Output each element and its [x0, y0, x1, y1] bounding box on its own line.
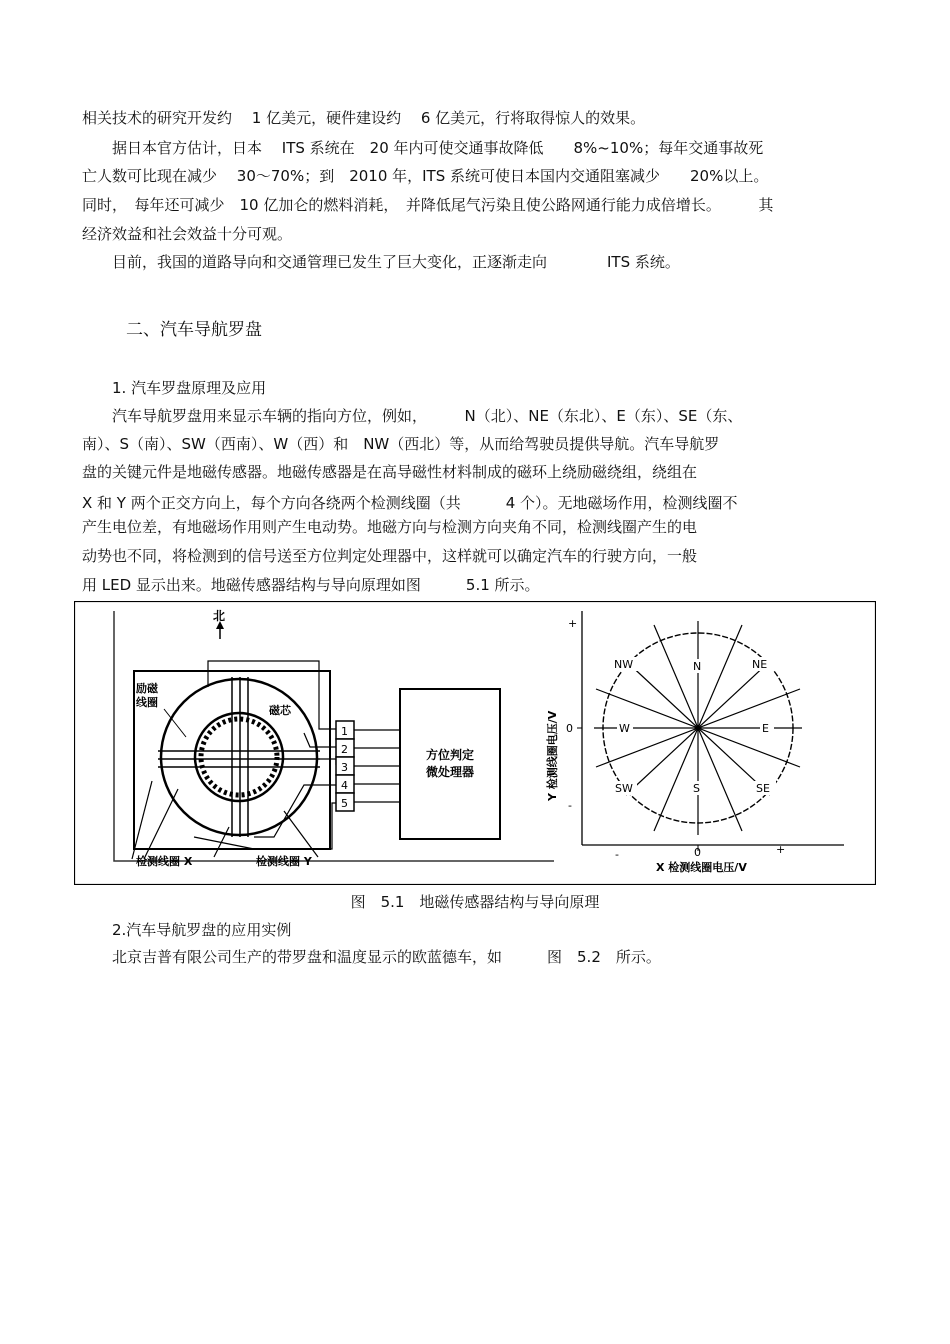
section-heading: 二、汽车导航罗盘 — [126, 320, 262, 340]
north-label: 北 — [213, 609, 226, 623]
detect-coil-x-label: 检测线圈 X — [136, 855, 193, 868]
x-tick-plus: + — [776, 843, 786, 856]
compass-n: N — [693, 660, 702, 673]
terminal-3: 3 — [341, 761, 348, 774]
compass-nw: NW — [614, 658, 634, 671]
terminal-block — [336, 721, 354, 811]
terminal-5: 5 — [341, 797, 348, 810]
signal-bus — [354, 730, 400, 802]
text-line: 汽车导航罗盘用来显示车辆的指向方位，例如， N（北）、NE（东北）、E（东）、SE（东、 — [82, 407, 743, 425]
toroid-inner — [195, 713, 283, 801]
text-line: 盘的关键元件是地磁传感器。地磁传感器是在高导磁性材料制成的磁环上绕励磁绕组，绕组在 — [82, 463, 698, 481]
subsection-title: 1. 汽车罗盘原理及应用 — [82, 379, 267, 397]
core-label: 磁芯 — [269, 704, 291, 717]
text-line: 据日本官方估计，日本 ITS 系统在 20 年内可使交通事故降低 8%~10%；每年交通事故死 — [82, 139, 764, 157]
text-line: 用 LED 显示出来。地磁传感器结构与导向原理如图 5.1 所示。 — [82, 576, 540, 594]
compass-e: E — [762, 722, 769, 735]
compass-w: W — [619, 722, 630, 735]
y-tick-plus: + — [568, 617, 578, 630]
processor-label-1: 方位判定 — [425, 748, 475, 762]
text-line: 北京吉普有限公司生产的带罗盘和温度显示的欧蓝德车，如 图 5.2 所示。 — [82, 948, 661, 966]
subsection-title: 2.汽车导航罗盘的应用实例 — [82, 921, 292, 939]
compass-plot — [545, 611, 844, 874]
text-line: 经济效益和社会效益十分可观。 — [82, 225, 293, 243]
y-tick-zero: 0 — [566, 722, 573, 735]
text-line: 动势也不同，将检测到的信号送至方位判定处理器中，这样就可以确定汽车的行驶方向，一般 — [82, 547, 698, 565]
figure-5-1 — [74, 601, 876, 885]
text-line: X 和 Y 两个正交方向上，每个方向各绕两个检测线圈（共 4 个）。无地磁场作用，检测线圈不 — [82, 494, 738, 512]
compass-se: SE — [756, 782, 770, 795]
detect-coil-y-label: 检测线圈 Y — [256, 855, 312, 868]
processor-label-2: 微处理器 — [425, 765, 475, 779]
y-tick-minus: - — [568, 799, 572, 812]
text-line: 产生电位差，有地磁场作用则产生电动势。地磁方向与检测方向夹角不同，检测线圈产生的电 — [82, 518, 698, 536]
processor-box — [400, 689, 500, 839]
compass-s: S — [693, 782, 700, 795]
text-line: 同时， 每年还可减少 10 亿加仑的燃料消耗， 并降低尾气污染且使公路网通行能力成倍增长。 其 — [82, 196, 774, 214]
lead-wires — [132, 661, 336, 859]
x-tick-minus: - — [615, 848, 619, 861]
excite-winding — [201, 719, 277, 795]
text-line: 相关技术的研究开发约 1 亿美元，硬件建设约 6 亿美元，行将取得惊人的效果。 — [82, 109, 646, 127]
excite-coil-label-2: 线圈 — [136, 696, 158, 709]
terminal-2: 2 — [341, 743, 348, 756]
x-tick-zero: 0 — [694, 846, 701, 859]
compass-sw: SW — [615, 782, 633, 795]
toroid-outer — [161, 679, 317, 835]
y-axis-label: Y 检测线圈电压/V — [546, 710, 559, 801]
terminal-1: 1 — [341, 725, 348, 738]
text-line: 目前，我国的道路导向和交通管理已发生了巨大变化，正逐渐走向 ITS 系统。 — [82, 253, 680, 271]
figure-caption: 图 5.1 地磁传感器结构与导向原理 — [350, 893, 600, 911]
excite-coil-label-1: 励磁 — [136, 682, 158, 695]
text-line: 亡人数可比现在减少 30～70%；到 2010 年，ITS 系统可使日本国内交通阻塞减少 20%以上。 — [82, 167, 769, 185]
x-axis-label: X 检测线圈电压/V — [656, 861, 747, 874]
compass-ne: NE — [752, 658, 768, 671]
detect-coils — [158, 677, 320, 837]
text-line: 南）、S（南）、SW（西南）、W（西）和 NW（西北）等，从而给驾驶员提供导航。汽车导航罗 — [82, 435, 720, 453]
terminal-4: 4 — [341, 779, 348, 792]
